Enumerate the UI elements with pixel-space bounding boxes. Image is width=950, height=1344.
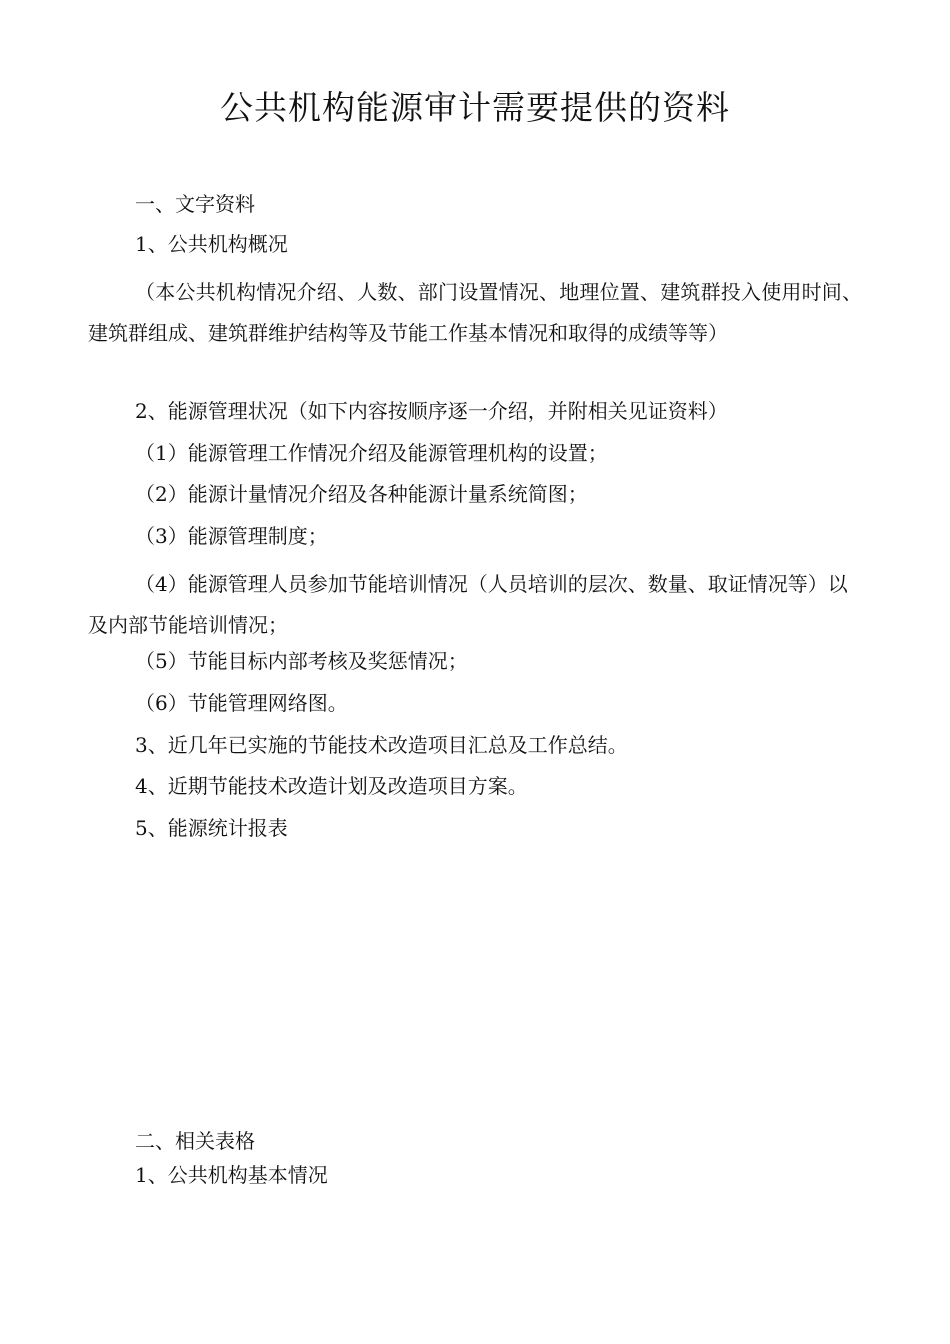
document-title: 公共机构能源审计需要提供的资料 [220,88,730,127]
item-energy-management-status: 2、能源管理状况（如下内容按顺序逐一介绍，并附相关见证资料） [135,399,728,423]
subitem-energy-metering: （2）能源计量情况介绍及各种能源计量系统简图； [135,482,588,506]
subitem-energy-management-organization: （1）能源管理工作情况介绍及能源管理机构的设置； [135,441,608,465]
subitem-target-assessment: （5）节能目标内部考核及奖惩情况； [135,649,468,673]
item-institution-overview: 1、公共机构概况 [135,232,288,256]
item-planned-retrofit-projects: 4、近期节能技术改造计划及改造项目方案。 [135,774,528,798]
table-item-institution-basic-info: 1、公共机构基本情况 [135,1163,328,1187]
subitem-energy-training: （4）能源管理人员参加节能培训情况（人员培训的层次、数量、取证情况等）以及内部节能培训情况； [88,572,848,637]
section-heading-text-materials: 一、文字资料 [135,192,255,216]
subitem-energy-management-rules: （3）能源管理制度； [135,524,328,548]
subitem-management-network-diagram: （6）节能管理网络图。 [135,691,348,715]
item-energy-statistics-report: 5、能源统计报表 [135,816,288,840]
item-implemented-retrofit-projects: 3、近几年已实施的节能技术改造项目汇总及工作总结。 [135,733,628,757]
institution-overview-description: （本公共机构情况介绍、人数、部门设置情况、地理位置、建筑群投入使用时间、建筑群组成、建筑群维护结构等及节能工作基本情况和取得的成绩等等） [88,280,862,345]
section-heading-related-tables: 二、相关表格 [135,1129,255,1153]
